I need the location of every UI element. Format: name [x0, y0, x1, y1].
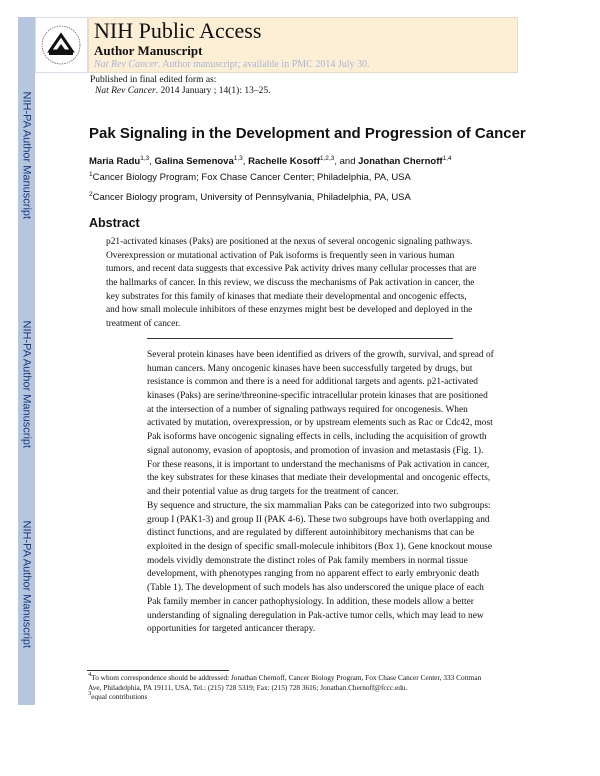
text-line: p21-activated kinases (Paks) are positioned at the nexus of several oncogenic signaling pathways. — [106, 237, 473, 247]
sidebar-label: NIH-PA Author Manuscript — [20, 91, 33, 220]
author-name: Rachelle Kosoff — [248, 156, 320, 167]
header-subtitle: Author Manuscript — [94, 43, 203, 58]
affiliation — [89, 172, 411, 184]
availability-text: . Author manuscript; available in PMC 2014 July 30. — [157, 59, 370, 70]
footnote-line: Ave, Philadelphia, PA 19111, USA, Tel.: (215) 728 5319; Fax: (215) 728 3616; Jonathan.Chernoff@fccc.edu. — [88, 682, 408, 692]
affiliation-text: Cancer Biology Program; Fox Chase Cancer Center; Philadelphia, PA, USA — [92, 172, 411, 183]
text-line: and their potential value as drug targets for the treatment of cancer. — [147, 486, 399, 497]
text-line: human cancers. Many oncogenic kinases have been successfully targeted by drugs, but — [147, 363, 473, 374]
body-paragraph — [147, 349, 494, 500]
text-line: Several protein kinases have been identified as drivers of the growth, survival, and spread of — [147, 350, 494, 360]
text-line: Overexpression or mutational activation of Pak isoforms is frequently seen in various human — [106, 250, 455, 261]
journal-name: Nat Rev Cancer — [94, 59, 158, 70]
text-line: understanding of signaling deregulation in Pak-active tumor cells, which may lead to new — [147, 610, 484, 621]
text-line: resistance is common and there is a need for additional targets and agents. p21-activated — [147, 377, 478, 388]
text-line: distinct functions, and are regulated by different autoinhibitory mechanisms that can be — [147, 528, 475, 539]
manuscript-sidebar — [18, 17, 35, 705]
text-line: exploited in the design of specific small-molecule inhibitors (Box 1). Gene knockout mouse — [147, 542, 492, 553]
footnote-line: To whom correspondence should be addressed: Jonathan Chernoff, Cancer Biology Program, Fox Chase Cancer Center, 333 Cottman — [91, 673, 482, 682]
author-name: Maria Radu — [89, 156, 141, 167]
footnote-line: equal contributions — [91, 692, 148, 701]
nih-logo — [35, 17, 88, 73]
availability-line — [94, 59, 370, 71]
citation-text: . 2014 January ; 14(1): 13–25. — [155, 86, 271, 96]
text-line: activated by mutation, overexpression, or by upstream elements such as Rac or Cdc42, most — [147, 418, 493, 429]
text-line: signal autonomy, evasion of apoptosis, and promotion of invasion and metastasis (Fig. 1). — [147, 445, 484, 456]
published-label: Published in final edited form as: — [90, 75, 217, 85]
and-text: and — [339, 156, 356, 167]
footnote-rule — [87, 670, 229, 671]
author-sup: 1,4 — [442, 155, 452, 162]
text-line: For these reasons, it is important to understand the mechanisms of Pak activation in cancer, — [147, 459, 490, 470]
affiliation — [89, 192, 411, 204]
abstract-separator — [147, 338, 453, 339]
nih-header — [88, 17, 518, 73]
article-title: Pak Signaling in the Development and Progression of Cancer — [89, 125, 526, 142]
text-line: group I (PAK1-3) and group II (PAK 4-6). These two subgroups have both overlapping and — [147, 514, 490, 525]
text-line: at the intersection of a number of signaling pathways required for oncogenesis. When — [147, 404, 468, 415]
footnote — [88, 673, 481, 702]
author-sup: 1,3 — [233, 155, 243, 162]
text-line: (Table 1). The development of such models has also underscored the unique place of each — [147, 583, 484, 594]
text-line: models vividly demonstrate the distinct roles of Pak family members in normal tissue — [147, 555, 468, 566]
text-line: opportunities for targeted anticancer therapy. — [147, 624, 316, 635]
author-list: Maria Radu$^{1,3}$, Galina Semenova$^{1,3}$, Rachelle Kosoff$^{1,2,3}$, and Jonathan Chernoff$^{1,4}$ — [89, 155, 452, 167]
sidebar-label: NIH-PA Author Manuscript — [20, 520, 33, 649]
affiliation-text: Cancer Biology program, University of Pennsylvania, Philadelphia, PA, USA — [92, 192, 411, 203]
citation — [95, 86, 270, 97]
text-line: development, with phenotypes ranging from no apparent effect to early embryonic death — [147, 569, 480, 580]
text-line: Pak family member in cancer pathophysiology. In addition, these models allow a better — [147, 596, 474, 607]
header-title: NIH Public Access — [94, 18, 262, 43]
text-line: Pak isoforms have oncogenic signaling effects in cells, including the acquisition of growth — [147, 432, 487, 443]
body-paragraph — [147, 500, 492, 637]
affiliation-sup: 1 — [89, 171, 93, 178]
text-line: treatment of cancer. — [106, 319, 181, 330]
text-line: key substrates for this family of kinases that mediate their developmental and oncogenic effects, — [106, 291, 467, 302]
text-line: the hallmarks of cancer. In this review, we discuss the mechanisms of Pak activation in cancer, the — [106, 278, 475, 289]
author-name: Galina Semenova — [154, 156, 234, 167]
author-name: Jonathan Chernoff — [358, 156, 443, 167]
text-line: By sequence and structure, the six mammalian Paks can be categorized into two subgroups: — [147, 501, 491, 511]
text-line: kinases (Paks) are serine/threonine-specific intracellular protein kinases that are positioned — [147, 391, 488, 402]
footnote-sup: 4 — [88, 671, 92, 678]
text-line: and how small molecule inhibitors of these enzymes might best be developed and deployed in the — [106, 305, 473, 316]
text-line: tumors, and recent data suggests that excessive Pak activity drives many cellular processes that are — [106, 264, 477, 275]
footnote-sup: 3 — [88, 690, 92, 697]
citation-journal: Nat Rev Cancer — [95, 86, 156, 96]
text-line: the key substrates for these kinases that mediate their developmental and oncogenic effects, — [147, 473, 491, 484]
abstract-paragraph — [106, 236, 476, 332]
author-sup: 1,2,3 — [319, 155, 335, 162]
affiliation-sup: 2 — [89, 191, 93, 198]
abstract-heading: Abstract — [89, 216, 140, 230]
author-sup: 1,3 — [140, 155, 150, 162]
sidebar-label: NIH-PA Author Manuscript — [20, 320, 33, 449]
